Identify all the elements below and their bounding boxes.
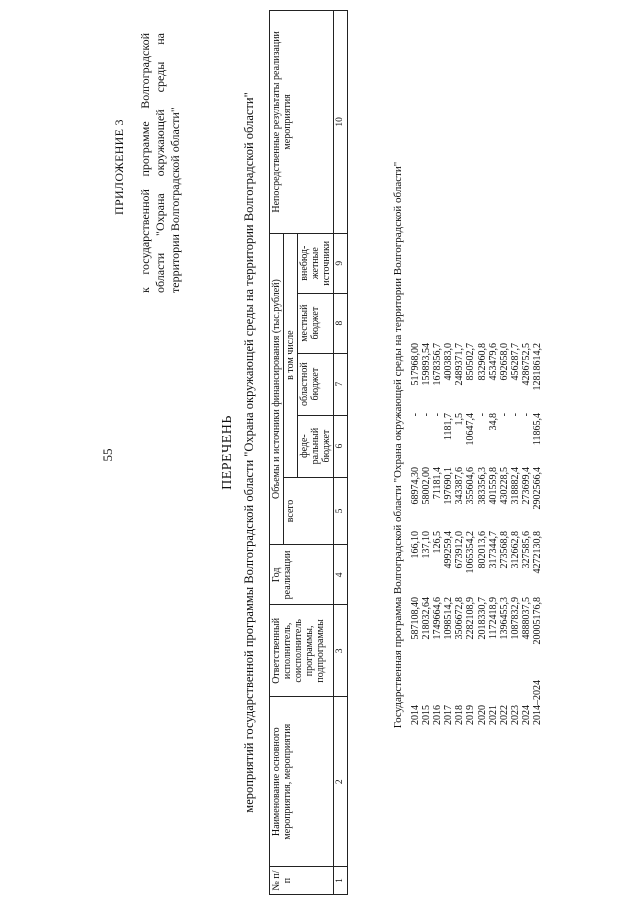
year-cell: 2016 [432, 705, 444, 725]
local-cell: - [421, 413, 433, 417]
federal-cell: 499259,4 [443, 531, 455, 569]
regional-cell: 68974,30 [410, 467, 421, 505]
regional-cell: 71181,4 [432, 467, 444, 500]
total-cell: 1396455,3 [498, 597, 510, 640]
total-cell: 2282108,9 [465, 597, 477, 640]
offbudget-cell: 12818614,2 [532, 343, 544, 391]
offbudget-cell: 517968,00 [410, 343, 421, 386]
year-column [410, 663, 543, 725]
col-number: 8 [334, 293, 348, 353]
regional-cell: 58002,00 [421, 467, 433, 505]
total-cell: 4888037,5 [520, 597, 532, 640]
year-cell: 2023 [509, 705, 521, 725]
header-total: всего [284, 477, 334, 545]
regional-cell: 343387,6 [454, 467, 466, 505]
regional-cell: 318882,4 [509, 467, 521, 505]
regional-cell: 273699,4 [520, 467, 532, 505]
col-number: 7 [334, 353, 348, 415]
total-cell: 3506672,8 [454, 597, 466, 640]
appendix-title: ПРИЛОЖЕНИЕ 3 [112, 119, 126, 215]
header-year: Год реализации [270, 545, 334, 605]
year-cell: 2014–2024 [532, 680, 544, 725]
header-funding: Объемы и источники финансирования (тыс.рублей) [270, 233, 284, 545]
regional-cell: 355604,6 [465, 467, 477, 505]
total-cell: 1749664,6 [432, 597, 444, 640]
header-name: Наименование основного мероприятия, мероприятия [270, 697, 334, 867]
offbudget-cell: 453479,6 [487, 343, 499, 381]
total-cell: 587108,40 [410, 597, 421, 640]
year-cell: 2022 [498, 705, 510, 725]
header-executor: Ответственный исполнитель, соисполнитель программы, подпрограммы [270, 605, 334, 697]
offbudget-cell: 692658,0 [498, 343, 510, 381]
header-regional: областной бюджет [298, 353, 334, 415]
year-cell: 2021 [487, 705, 499, 725]
column-number-row [334, 11, 348, 895]
federal-cell: 273568,8 [498, 531, 510, 569]
local-cell: - [520, 413, 532, 417]
page-number: 55 [100, 448, 115, 462]
federal-cell: 802013,6 [476, 531, 488, 569]
regional-cell: 430228,5 [498, 467, 510, 505]
total-column [410, 597, 543, 661]
measures-table-header [269, 10, 348, 895]
total-cell: 20005176,8 [532, 597, 544, 645]
col-number: 10 [334, 11, 348, 234]
local-cell: 11865,4 [532, 413, 544, 446]
col-number: 5 [334, 477, 348, 545]
federal-cell: 126,5 [432, 531, 444, 554]
header-num: № п/п [270, 867, 334, 895]
header-including: в том числе [284, 233, 298, 477]
program-title: Государственная программа Волгоградской области "Охрана окружающей среды на территории Волгоградской области" [392, 161, 404, 729]
document-heading: ПЕРЕЧЕНЬ [220, 415, 235, 490]
local-cell: - [498, 413, 510, 417]
total-cell: 218032,64 [421, 597, 433, 640]
local-cell: - [476, 413, 488, 417]
regional-cell: 383356,3 [476, 467, 488, 505]
federal-cell: 317344,7 [487, 531, 499, 569]
offbudget-cell: 159893,54 [421, 343, 433, 386]
col-number: 3 [334, 605, 348, 697]
local-cell: 10647,4 [465, 413, 477, 446]
local-cell: - [410, 413, 421, 417]
document-subheading: мероприятий государственной программы Волгоградской области "Охрана окружающей среды на территории Волгоградской области" [242, 92, 256, 813]
funding-data [410, 205, 610, 725]
col-number: 6 [334, 415, 348, 477]
header-local: местный бюджет [298, 293, 334, 353]
year-cell: 2015 [421, 705, 433, 725]
local-column [410, 413, 543, 463]
offbudget-cell: 2489371,7 [454, 343, 466, 386]
total-cell: 1098514,2 [443, 597, 455, 640]
offbudget-cell: 850502,7 [465, 343, 477, 381]
regional-column [410, 467, 543, 529]
col-number: 9 [334, 233, 348, 293]
offbudget-column [410, 343, 543, 407]
federal-cell: 137,10 [421, 531, 433, 559]
appendix-text: к государственной программе Волгоградской области "Охрана окружающей среды на территории Волгоградской области" [138, 33, 182, 293]
local-cell: 34,8 [487, 413, 499, 431]
offbudget-cell: 832960,8 [476, 343, 488, 381]
federal-cell: 166,10 [410, 531, 421, 559]
header-offbudget: внебюд-жетные источники [298, 233, 334, 293]
federal-cell: 327585,6 [520, 531, 532, 569]
offbudget-cell: 4286752,5 [520, 343, 532, 386]
offbudget-cell: 1678356,7 [432, 343, 444, 386]
offbudget-cell: 400383,0 [443, 343, 455, 381]
federal-cell: 1065354,2 [465, 531, 477, 574]
regional-cell: 401559,8 [487, 467, 499, 505]
regional-cell: 2902566,4 [532, 467, 544, 510]
local-cell: - [509, 413, 521, 417]
offbudget-cell: 456287,7 [509, 343, 521, 381]
header-federal: феде-ральный бюджет [298, 415, 334, 477]
col-number: 2 [334, 697, 348, 867]
col-number: 1 [334, 867, 348, 895]
local-cell: 1,5 [454, 413, 466, 426]
federal-column [410, 531, 543, 591]
federal-cell: 673912,0 [454, 531, 466, 569]
regional-cell: 197690,1 [443, 467, 455, 505]
col-number: 4 [334, 545, 348, 605]
year-cell: 2014 [410, 705, 421, 725]
federal-cell: 312662,8 [509, 531, 521, 569]
total-cell: 1087832,9 [509, 597, 521, 640]
year-cell: 2019 [465, 705, 477, 725]
local-cell: - [432, 413, 444, 417]
year-cell: 2020 [476, 705, 488, 725]
year-cell: 2018 [454, 705, 466, 725]
total-cell: 2018330,7 [476, 597, 488, 640]
header-results: Непосредственные результаты реализации мероприятия [270, 11, 334, 234]
year-cell: 2024 [520, 705, 532, 725]
total-cell: 1172418,9 [487, 597, 499, 640]
federal-cell: 4272130,8 [532, 531, 544, 574]
local-cell: 1181,7 [443, 413, 455, 441]
year-cell: 2017 [443, 705, 455, 725]
